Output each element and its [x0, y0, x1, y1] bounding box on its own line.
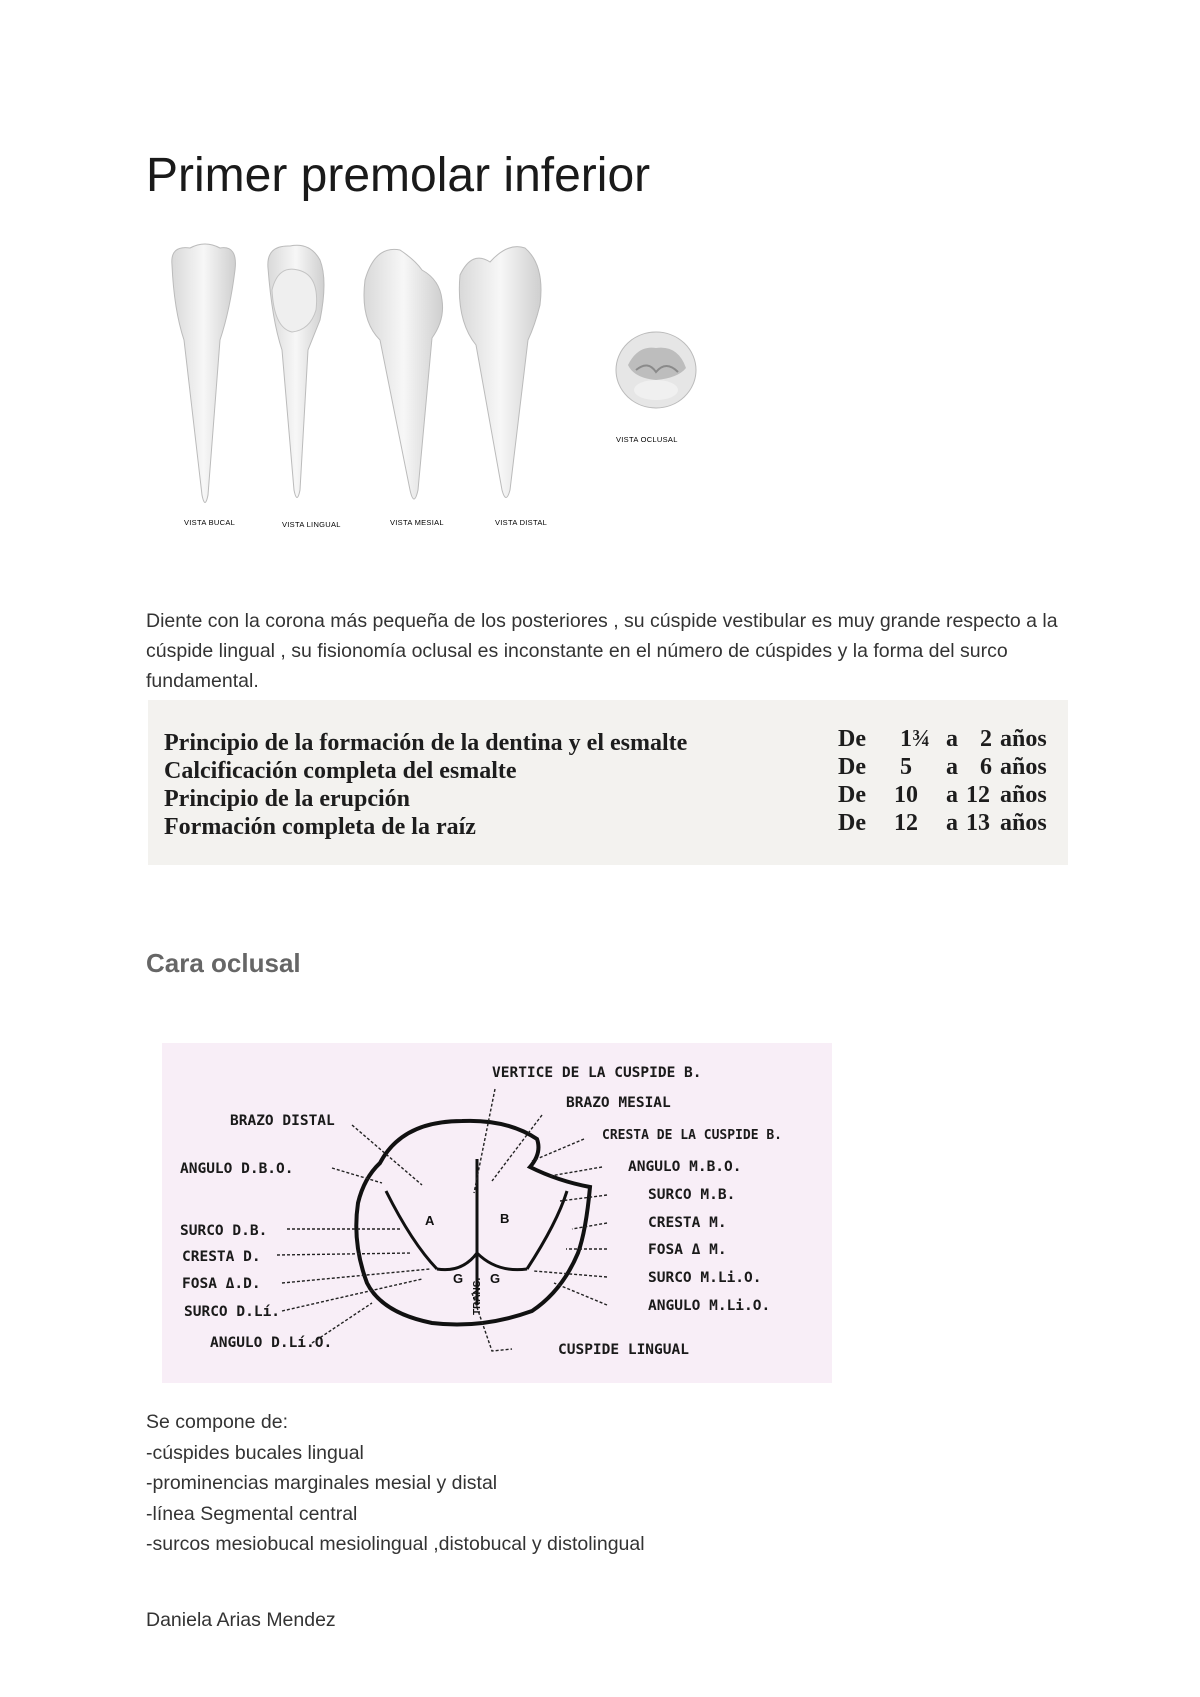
label-brazo-mesial: BRAZO MESIAL [566, 1095, 671, 1111]
inner-label-trans: TRANS. [472, 1277, 483, 1315]
label-surco-dli: SURCO D.Lí. [184, 1304, 281, 1320]
description-paragraph: Diente con la corona más pequeña de los posteriores , su cúspide vestibular es muy grande respecto a la cúspide lingual , su fisionomía oclusal es inconstante en el número de cúspides y la forma del surco fundamental. [146, 610, 1058, 692]
view-label-lingual: VISTA LINGUAL [282, 520, 341, 529]
view-label-mesial: VISTA MESIAL [390, 518, 444, 527]
view-label-bucal: VISTA BUCAL [184, 518, 236, 527]
a-4: a [946, 810, 958, 836]
de-1: De [838, 726, 866, 752]
list-item: -surcos mesiobucal mesiolingual ,distobucal y distolingual [146, 1533, 645, 1555]
label-brazo-distal: BRAZO DISTAL [230, 1113, 335, 1129]
label-angulo-dlio: ANGULO D.Lí.O. [210, 1335, 333, 1351]
from-1: 1¾ [900, 726, 930, 752]
tooth-lingual-view [268, 245, 324, 497]
author-name: Daniela Arias Mendez [146, 1609, 336, 1631]
a-1: a [946, 726, 958, 752]
tooth-distal-view [459, 247, 541, 498]
occlusal-diagram [162, 1043, 832, 1383]
composition-list [146, 1407, 645, 1560]
de-3: De [838, 782, 866, 808]
unit-3: años [1000, 782, 1047, 808]
a-3: a [946, 782, 958, 808]
label-angulo-mbo: ANGULO M.B.O. [628, 1159, 742, 1175]
de-2: De [838, 754, 866, 780]
list-item: -línea Segmental central [146, 1502, 358, 1525]
occlusal-view-illustration [608, 330, 708, 450]
label-vertice-cuspide-b: VERTICE DE LA CUSPIDE B. [492, 1065, 702, 1081]
from-2: 5 [900, 754, 912, 780]
tooth-occlusal-view [616, 332, 696, 408]
stage-4: Formación completa de la raíz [164, 814, 476, 840]
to-2: 6 [980, 754, 992, 780]
view-label-oclusal: VISTA OCLUSAL [616, 435, 678, 444]
page-title: Primer premolar inferior [146, 149, 651, 202]
a-2: a [946, 754, 958, 780]
to-4: 13 [966, 810, 990, 836]
inner-label-a: A [425, 1213, 435, 1228]
view-label-distal: VISTA DISTAL [495, 518, 548, 527]
de-4: De [838, 810, 866, 836]
to-1: 2 [980, 726, 992, 752]
label-angulo-mlio: ANGULO M.Li.O. [648, 1298, 771, 1314]
stage-3: Principio de la erupción [164, 786, 410, 812]
label-surco-mlio: SURCO M.Li.O. [648, 1270, 762, 1286]
inner-label-b: B [500, 1211, 510, 1226]
inner-label-g2: G [490, 1271, 501, 1286]
label-cresta-cuspide-b: CRESTA DE LA CUSPIDE B. [602, 1128, 783, 1143]
list-intro: Se compone de: [146, 1411, 289, 1433]
label-cuspide-lingual: CUSPIDE LINGUAL [558, 1342, 689, 1358]
unit-1: años [1000, 726, 1047, 752]
label-fosa-d: FOSA Δ.D. [182, 1276, 261, 1292]
development-table [148, 700, 1068, 865]
from-3: 10 [894, 782, 918, 808]
label-fosa-m: FOSA Δ M. [648, 1242, 727, 1258]
label-surco-mb: SURCO M.B. [648, 1187, 736, 1203]
from-4: 12 [894, 810, 918, 836]
tooth-bucal-view [172, 244, 236, 503]
inner-label-g1: G [453, 1271, 464, 1286]
label-surco-db: SURCO D.B. [180, 1223, 268, 1239]
unit-4: años [1000, 810, 1047, 836]
label-cresta-m: CRESTA M. [648, 1215, 727, 1231]
list-item: -prominencias marginales mesial y distal [146, 1472, 498, 1494]
section-title-cara-oclusal: Cara oclusal [146, 948, 301, 978]
unit-2: años [1000, 754, 1047, 780]
to-3: 12 [966, 782, 990, 808]
label-angulo-dbo: ANGULO D.B.O. [180, 1161, 294, 1177]
label-cresta-d: CRESTA D. [182, 1249, 261, 1265]
stage-1: Principio de la formación de la dentina y el esmalte [164, 730, 688, 756]
list-item: -cúspides bucales lingual [146, 1441, 364, 1464]
tooth-mesial-view [364, 249, 443, 499]
stage-2: Calcificación completa del esmalte [164, 758, 517, 784]
